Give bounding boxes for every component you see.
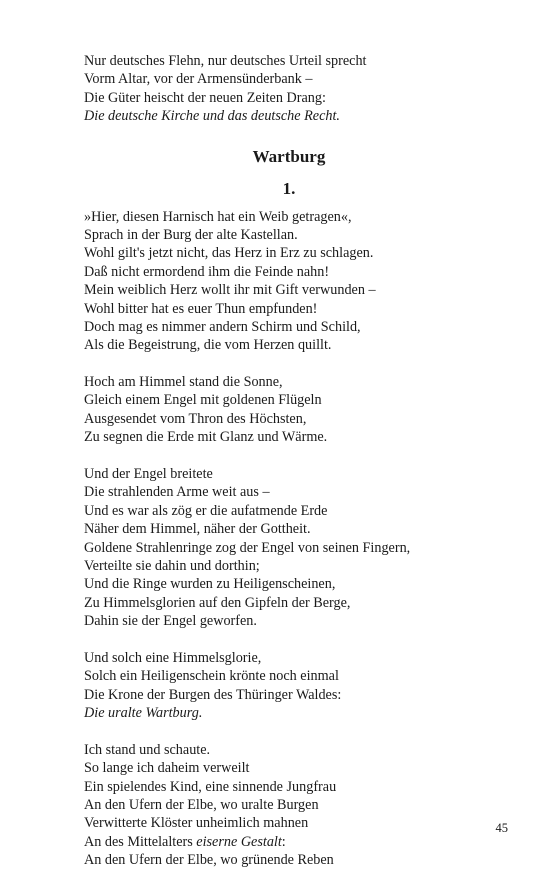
poem-line xyxy=(84,833,484,851)
line-text: Doch mag es nimmer andern Schirm und Schild, xyxy=(84,318,361,335)
poem-line xyxy=(84,667,484,685)
poem-line xyxy=(84,52,484,70)
line-text: Und es war als zög er die aufatmende Erde xyxy=(84,502,328,519)
italic-text: Die uralte Wartburg. xyxy=(84,705,203,722)
line-text: Daß nicht ermordend ihm die Feinde nahn! xyxy=(84,263,330,280)
intro-stanza xyxy=(84,52,484,126)
stanza xyxy=(84,649,484,723)
poem-line xyxy=(84,465,484,483)
text-block xyxy=(84,52,484,870)
line-text: An den Ufern der Elbe, wo uralte Burgen xyxy=(84,797,319,814)
line-text: Mein weiblich Herz wollt ihr mit Gift verwunden – xyxy=(84,282,376,299)
poem-line xyxy=(84,796,484,814)
stanza xyxy=(84,741,484,870)
poem-line xyxy=(84,226,484,244)
poem-line xyxy=(84,520,484,538)
poem-line xyxy=(84,373,484,391)
stanza xyxy=(84,373,484,447)
poem-title: Wartburg xyxy=(252,146,326,166)
section-number: 1. xyxy=(282,178,296,198)
poem-line xyxy=(84,594,484,612)
line-text: Die Güter heischt der neuen Zeiten Drang: xyxy=(84,89,326,106)
line-text: Sprach in der Burg der alte Kastellan. xyxy=(84,226,298,243)
stanza-gap xyxy=(84,631,484,649)
stanza xyxy=(84,465,484,631)
line-text: Und die Ringe wurden zu Heiligenscheinen, xyxy=(84,576,336,593)
line-text: Und solch eine Himmelsglorie, xyxy=(84,649,262,666)
stanza-gap xyxy=(84,723,484,741)
line-text: An des Mittelalters xyxy=(84,833,197,850)
line-text: An den Ufern der Elbe, wo grünende Reben xyxy=(84,852,334,869)
poem-line xyxy=(84,539,484,557)
poem-line xyxy=(84,107,484,125)
line-text: : xyxy=(281,833,286,850)
poem-line xyxy=(84,557,484,575)
line-text: So lange ich daheim verweilt xyxy=(84,760,250,777)
poem-line xyxy=(84,208,484,226)
poem-line xyxy=(84,814,484,832)
poem-line xyxy=(84,318,484,336)
poem-line xyxy=(84,70,484,88)
poem-line xyxy=(84,281,484,299)
poem-line xyxy=(84,483,484,501)
italic-text: Die deutsche Kirche und das deutsche Recht. xyxy=(84,108,340,125)
line-text: Solch ein Heiligenschein krönte noch einmal xyxy=(84,668,339,685)
line-text: Die Krone der Burgen des Thüringer Waldes: xyxy=(84,686,342,703)
stanza-gap xyxy=(84,447,484,465)
poem-line xyxy=(84,244,484,262)
poem-line xyxy=(84,575,484,593)
poem-body xyxy=(84,208,484,870)
poem-line xyxy=(84,263,484,281)
poem-line xyxy=(84,410,484,428)
line-text: Zu Himmelsglorien auf den Gipfeln der Berge, xyxy=(84,594,351,611)
line-text: Ausgesendet vom Thron des Höchsten, xyxy=(84,410,307,427)
poem-line xyxy=(84,759,484,777)
poem-line xyxy=(84,612,484,630)
line-text: Verwitterte Klöster unheimlich mahnen xyxy=(84,815,309,832)
poem-line xyxy=(84,300,484,318)
poem-line xyxy=(84,778,484,796)
line-text: Dahin sie der Engel geworfen. xyxy=(84,613,257,630)
line-text: Die strahlenden Arme weit aus – xyxy=(84,484,270,501)
italic-text: eiserne Gestalt xyxy=(196,833,282,850)
poem-line xyxy=(84,741,484,759)
poem-line xyxy=(84,649,484,667)
poem-line xyxy=(84,89,484,107)
poem-line xyxy=(84,704,484,722)
line-text: Nur deutsches Flehn, nur deutsches Urteil sprecht xyxy=(84,53,367,69)
line-text: Goldene Strahlenringe zog der Engel von seinen Fingern, xyxy=(84,539,411,556)
poem-line xyxy=(84,851,484,869)
line-text: Wohl gilt's jetzt nicht, das Herz in Erz zu schlagen. xyxy=(84,245,374,262)
stanza-gap xyxy=(84,355,484,373)
line-text: Als die Begeistrung, die vom Herzen quillt. xyxy=(84,337,332,354)
line-text: Zu segnen die Erde mit Glanz und Wärme. xyxy=(84,429,328,446)
stanza xyxy=(84,208,484,355)
poem-line xyxy=(84,686,484,704)
line-text: Vorm Altar, vor der Armensünderbank – xyxy=(84,71,313,88)
line-text: Wohl bitter hat es euer Thun empfunden! xyxy=(84,300,318,317)
line-text: Und der Engel breitete xyxy=(84,466,213,483)
poem-line xyxy=(84,336,484,354)
line-text: Verteilte sie dahin und dorthin; xyxy=(84,557,260,574)
poem-line xyxy=(84,391,484,409)
page-number: 45 xyxy=(495,821,508,835)
line-text: Näher dem Himmel, näher der Gottheit. xyxy=(84,521,311,538)
poem-line xyxy=(84,428,484,446)
poem-line xyxy=(84,502,484,520)
line-text: Ein spielendes Kind, eine sinnende Jungfrau xyxy=(84,778,337,795)
line-text: »Hier, diesen Harnisch hat ein Weib getragen«, xyxy=(84,208,352,225)
line-text: Ich stand und schaute. xyxy=(84,741,211,758)
line-text: Gleich einem Engel mit goldenen Flügeln xyxy=(84,392,322,409)
line-text: Hoch am Himmel stand die Sonne, xyxy=(84,374,283,391)
